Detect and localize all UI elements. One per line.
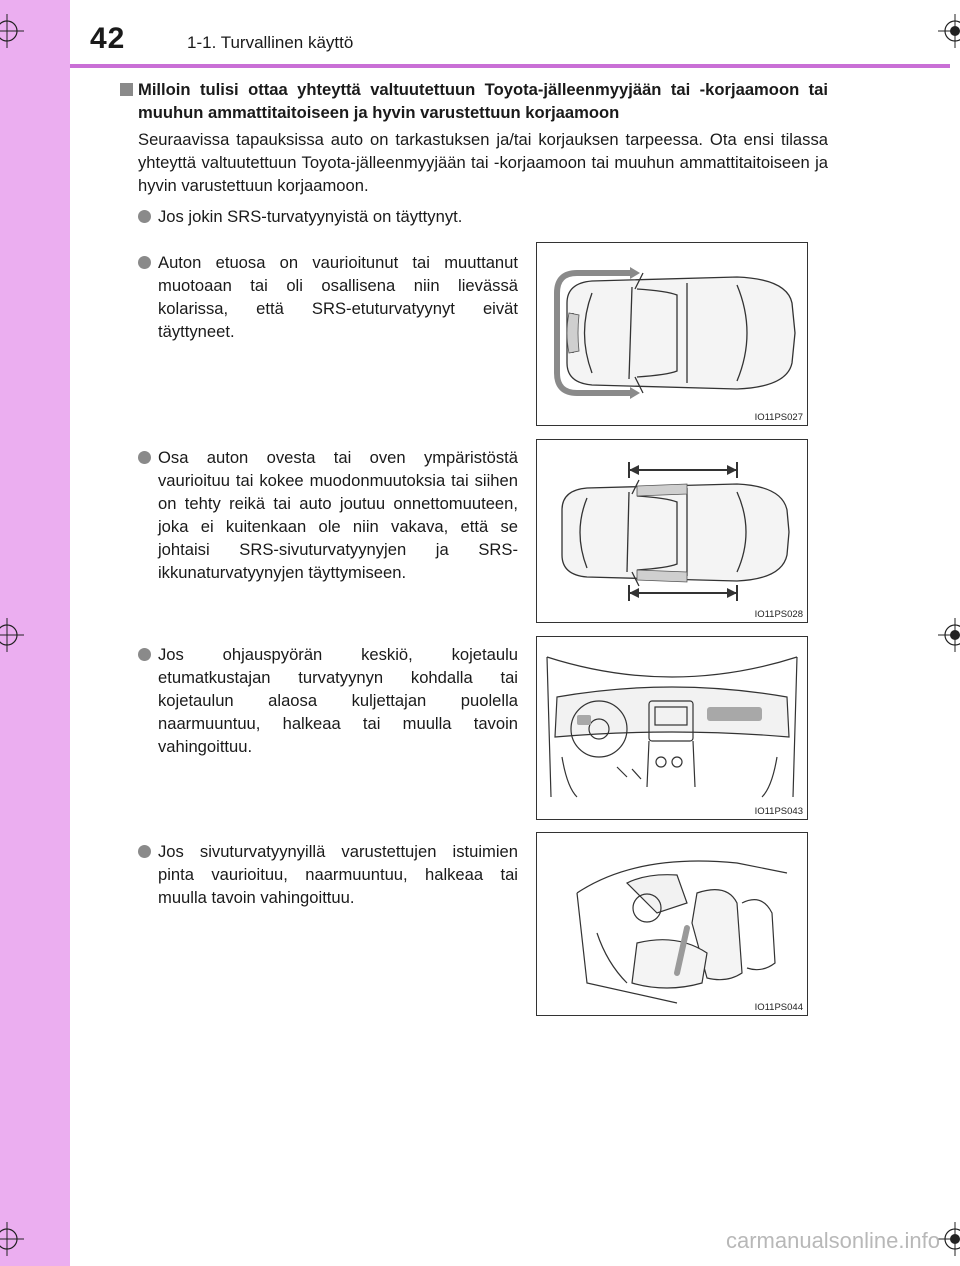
crop-mark-icon [0, 1222, 24, 1256]
list-item [138, 446, 518, 584]
square-bullet-icon [120, 83, 133, 96]
round-bullet-icon [138, 648, 151, 661]
list-item-text: Auton etuosa on vaurioitunut tai muuttanut muotoaan tai oli osallisena niin lievässä kolarissa, että SRS-etuturvatyynyt eivät täyttyneet. [158, 253, 518, 341]
round-bullet-icon [138, 451, 151, 464]
list-item [138, 251, 518, 343]
crop-mark-icon [938, 14, 960, 48]
figure-code: IO11PS043 [754, 806, 803, 817]
crop-mark-icon [938, 618, 960, 652]
round-bullet-icon [138, 210, 151, 223]
list-item [138, 643, 518, 758]
figure-front-damage [536, 242, 808, 426]
figure-dashboard [536, 636, 808, 820]
crop-mark-icon [0, 618, 24, 652]
car-front-damage-illustration-icon [537, 243, 807, 425]
dashboard-illustration-icon [537, 637, 807, 819]
page-number: 42 [90, 22, 126, 55]
seat-interior-illustration-icon [537, 833, 807, 1015]
crop-mark-icon [938, 1222, 960, 1256]
section-title: 1-1. Turvallinen käyttö [187, 33, 354, 52]
round-bullet-icon [138, 256, 151, 269]
heading-text: Milloin tulisi ottaa yhteyttä valtuutettuun Toyota-jälleenmyyjään tai -korjaamoon tai muuhun ammattitaitoiseen ja hyvin varustettuun korjaamoon [138, 80, 828, 122]
figure-seats [536, 832, 808, 1016]
section-heading [120, 78, 828, 124]
watermark: carmanualsonline.info [725, 1228, 940, 1253]
list-item-text: Jos ohjauspyörän keskiö, kojetaulu etumatkustajan turvatyynyn kohdalla tai kojetaulun alaosa kuljettajan puolella naarmuuntuu, halkeaa tai muulla tavoin vahingoittuu. [158, 645, 518, 756]
intro-paragraph: Seuraavissa tapauksissa auto on tarkastuksen ja/tai korjauksen tarpeessa. Ota ensi tilassa yhteyttä valtuutettuun Toyota-jälleenmyyjään tai -korjaamoon tai muuhun ammattitaitoiseen ja hyvin varustettuun korjaamoon. [138, 130, 828, 195]
crop-mark-icon [0, 14, 24, 48]
round-bullet-icon [138, 845, 151, 858]
list-item [138, 205, 538, 228]
header-rule [70, 64, 950, 68]
list-item-text: Osa auton ovesta tai oven ympäristöstä vaurioituu tai kokee muodonmuutoksia tai siihen on tehty reikä tai auto joutuu onnettomuuteen, joka ei kuitenkaan ole niin vakava, että se johtaisi SRS-sivuturvatyynyjen ja SRS-ikkunaturvatyynyjen täyttymiseen. [158, 448, 518, 582]
list-item-text: Jos jokin SRS-turvatyynyistä on täyttynyt. [158, 207, 463, 226]
car-side-damage-illustration-icon [537, 440, 807, 622]
list-item [138, 840, 518, 909]
list-item-text: Jos sivuturvatyynyillä varustettujen istuimien pinta vaurioituu, naarmuuntuu, halkeaa tai muulla tavoin vahingoittuu. [158, 842, 518, 907]
figure-code: IO11PS028 [754, 609, 803, 620]
figure-side-damage [536, 439, 808, 623]
figure-code: IO11PS027 [754, 412, 803, 423]
figure-code: IO11PS044 [754, 1002, 803, 1013]
